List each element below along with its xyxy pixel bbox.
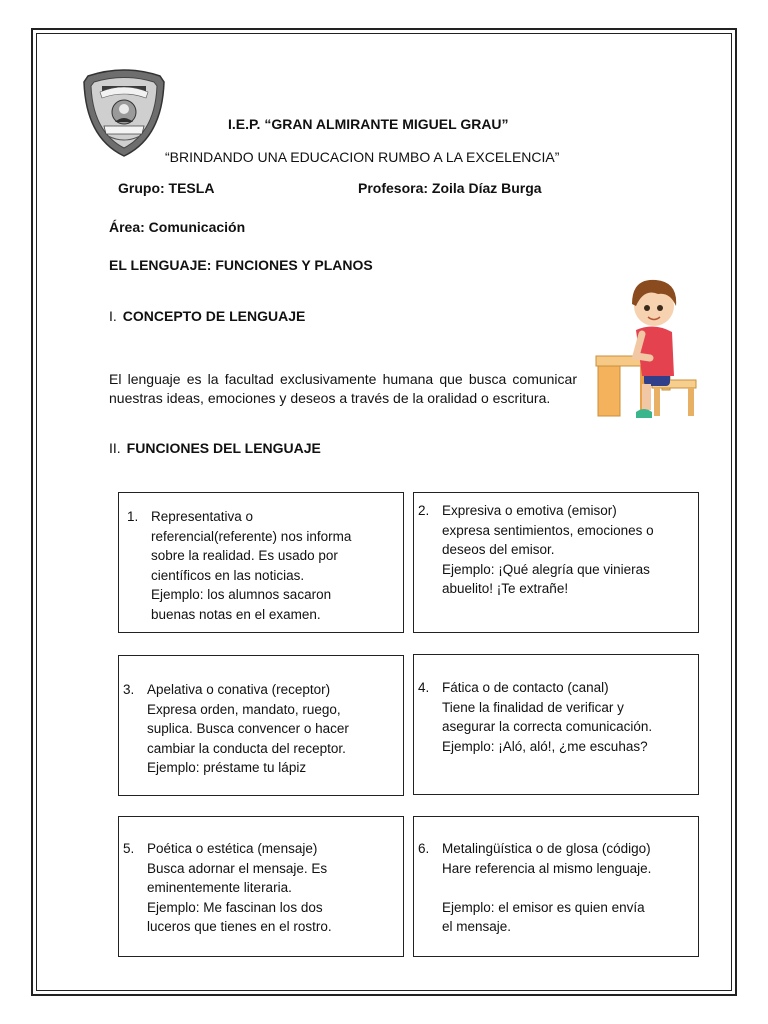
teacher-label: Profesora: Zoila Díaz Burga <box>358 180 542 196</box>
function-line: Expresa orden, mandato, ruego, <box>147 701 341 717</box>
function-box-poetica <box>118 816 404 957</box>
function-number: 2. <box>418 503 430 518</box>
function-line: científicos en las noticias. <box>151 567 305 583</box>
function-line: Apelativa o conativa (receptor) <box>147 682 331 697</box>
topic-title: EL LENGUAJE: FUNCIONES Y PLANOS <box>109 257 373 273</box>
function-box-apelativa <box>118 655 404 796</box>
section-1-heading <box>109 308 305 324</box>
function-line: Tiene la finalidad de verificar y <box>442 699 624 715</box>
area-label: Área: Comunicación <box>109 219 246 235</box>
function-line: buenas notas en el examen. <box>151 606 321 622</box>
section-1-title: CONCEPTO DE LENGUAJE <box>122 308 306 324</box>
function-line: Busca adornar el mensaje. Es <box>147 860 328 876</box>
function-box-fatica <box>413 654 699 795</box>
function-number: 4. <box>418 680 430 695</box>
function-number: 6. <box>418 841 430 856</box>
function-number: 1. <box>127 509 139 524</box>
section-1-number: I. <box>109 308 117 324</box>
function-item <box>418 501 654 599</box>
school-shield-logo <box>80 68 168 158</box>
school-name: I.E.P. “GRAN ALMIRANTE MIGUEL GRAU” <box>228 116 509 132</box>
function-line: suplica. Busca convencer o hacer <box>147 721 349 736</box>
function-line: luceros que tienes en el rostro. <box>147 919 332 934</box>
blank-line <box>442 878 651 898</box>
function-line: Ejemplo: Me fascinan los dos <box>147 899 323 915</box>
function-line: Ejemplo: préstame tu lápiz <box>147 760 307 775</box>
function-box-metalinguistica <box>413 816 699 957</box>
function-number: 3. <box>123 682 135 697</box>
function-line: deseos del emisor. <box>442 542 555 557</box>
function-line: el mensaje. <box>442 919 512 934</box>
section-2-title: FUNCIONES DEL LENGUAJE <box>126 440 321 456</box>
function-line: Metalingüística o de glosa (código) <box>442 841 651 856</box>
function-line: Representativa o <box>151 509 254 524</box>
function-item <box>418 839 651 937</box>
function-item <box>123 839 332 937</box>
child-writing-at-desk-illustration <box>592 272 704 424</box>
function-line: eminentemente literaria. <box>147 880 292 895</box>
function-line: asegurar la correcta comunicación. <box>442 719 653 734</box>
function-line: cambiar la conducta del receptor. <box>147 740 346 756</box>
function-line: Fática o de contacto (canal) <box>442 680 609 695</box>
school-motto: “BRINDANDO UNA EDUCACION RUMBO A LA EXCELENCIA” <box>165 149 560 165</box>
function-line: Poética o estética (mensaje) <box>147 841 318 856</box>
function-box-expresiva <box>413 492 699 633</box>
function-line: sobre la realidad. Es usado por <box>151 548 338 563</box>
function-line: abuelito! ¡Te extrañe! <box>442 581 569 596</box>
section-2-number: II. <box>109 440 121 456</box>
function-line: Ejemplo: los alumnos sacaron <box>151 587 332 602</box>
group-label: Grupo: TESLA <box>118 180 215 196</box>
function-line: Ejemplo: ¡Aló, aló!, ¿me escuhas? <box>442 738 648 754</box>
function-line: referencial(referente) nos informa <box>151 528 352 544</box>
function-item <box>418 678 652 756</box>
function-line: Ejemplo: ¡Qué alegría que vinieras <box>442 561 650 577</box>
function-box-representativa <box>118 492 404 633</box>
function-item <box>127 507 351 624</box>
function-line: Hare referencia al mismo lenguaje. <box>442 860 652 876</box>
function-item <box>123 680 349 778</box>
function-line: expresa sentimientos, emociones o <box>442 522 654 538</box>
section-2-heading <box>109 440 321 456</box>
function-line: Expresiva o emotiva (emisor) <box>442 503 617 518</box>
function-line: Ejemplo: el emisor es quien envía <box>442 899 645 915</box>
concept-paragraph: El lenguaje es la facultad exclusivamente humana que busca comunicar nuestras ideas, emociones y deseos a través de la oralidad o escritura. <box>109 371 577 406</box>
function-number: 5. <box>123 841 135 856</box>
